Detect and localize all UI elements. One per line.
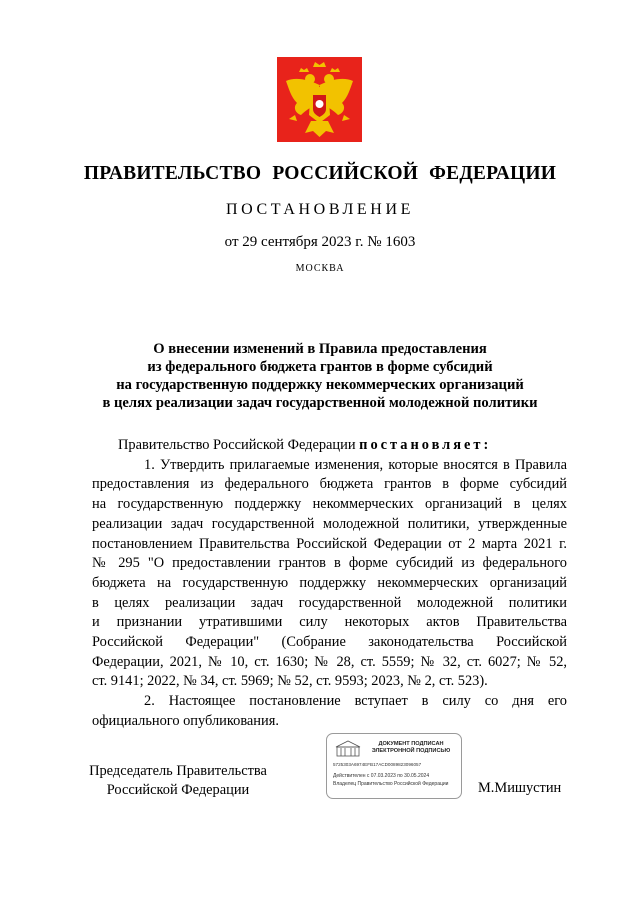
stamp-title [361, 741, 461, 755]
paragraph-1-line: № 295 "О предоставлении грантов в форме субсидий из федерального [92, 555, 567, 572]
stamp-validity: Действителен с 07.03.2023 по 30.05.2024 [333, 773, 430, 779]
signatory-name: М.Мишустин [478, 780, 562, 796]
intro-verb: постановляет: [359, 437, 492, 453]
intro-text: Правительство Российской Федерации [118, 437, 356, 453]
position-line: Председатель Правительства [89, 763, 267, 779]
document-body [92, 436, 567, 732]
document-heading [70, 340, 570, 412]
heading-line: О внесении изменений в Правила предоставления [153, 341, 487, 357]
stamp-title-line: ДОКУМЕНТ ПОДПИСАН [378, 741, 444, 747]
stamp-serial: 5725303A6974EFB17ACD0089823096057 [333, 762, 422, 767]
coat-of-arms-icon [277, 57, 362, 142]
heading-line: из федерального бюджета грантов в форме субсидий [147, 359, 493, 375]
stamp-owner: Владелец Правительство Российской Федерации [333, 781, 449, 787]
paragraph-1-line: и признании утратившими силу некоторых актов Правительства [92, 614, 567, 631]
electronic-signature-stamp [326, 733, 462, 799]
building-icon [335, 740, 361, 758]
signatory-position [78, 762, 278, 799]
paragraph-1-line: бюджета на государственную поддержку некоммерческих организаций [92, 574, 567, 591]
paragraph-1-line: постановлением Правительства Российской Федерации от 2 марта 2021 г. [92, 535, 567, 552]
paragraph-2-line: официального опубликования. [92, 712, 279, 729]
stamp-title-line: ЭЛЕКТРОННОЙ ПОДПИСЬЮ [371, 748, 451, 754]
paragraph-1-line: предоставления из федерального бюджета грантов в форме субсидий [92, 476, 567, 493]
document-type: ПОСТАНОВЛЕНИЕ [226, 201, 414, 218]
paragraph-1-line: на государственную поддержку некоммерческих организаций в целях [92, 496, 567, 513]
document-date: от 29 сентября 2023 г. № 1603 [224, 234, 416, 250]
document-city: МОСКВА [295, 263, 345, 274]
heading-line: на государственную поддержку некоммерческих организаций [116, 377, 524, 393]
paragraph-1-line: Федерации, 2021, № 10, ст. 1630; № 28, ст. 5559; № 32, ст. 6027; № 52, [92, 653, 567, 670]
paragraph-2-line: 2. Настоящее постановление вступает в силу со дня его [144, 693, 567, 710]
paragraph-1-line: реализации задач государственной молодежной политики, утвержденные [92, 515, 567, 532]
paragraph-1-line: Российской Федерации" (Собрание законодательства Российской [92, 634, 567, 651]
intro-line [105, 436, 567, 456]
paragraph-1-line: 1. Утвердить прилагаемые изменения, которые вносятся в Правила [144, 456, 567, 473]
paragraph-1-line: в целях реализации задач государственной молодежной политики [92, 594, 567, 611]
government-title: ПРАВИТЕЛЬСТВО РОССИЙСКОЙ ФЕДЕРАЦИИ [83, 163, 557, 184]
heading-line: в целях реализации задач государственной молодежной политики [102, 395, 538, 411]
position-line: Российской Федерации [106, 781, 250, 798]
paragraph-1-line: ст. 9141; 2022, № 34, ст. 5969; № 52, ст. 9593; 2023, № 2, ст. 523). [92, 673, 488, 690]
